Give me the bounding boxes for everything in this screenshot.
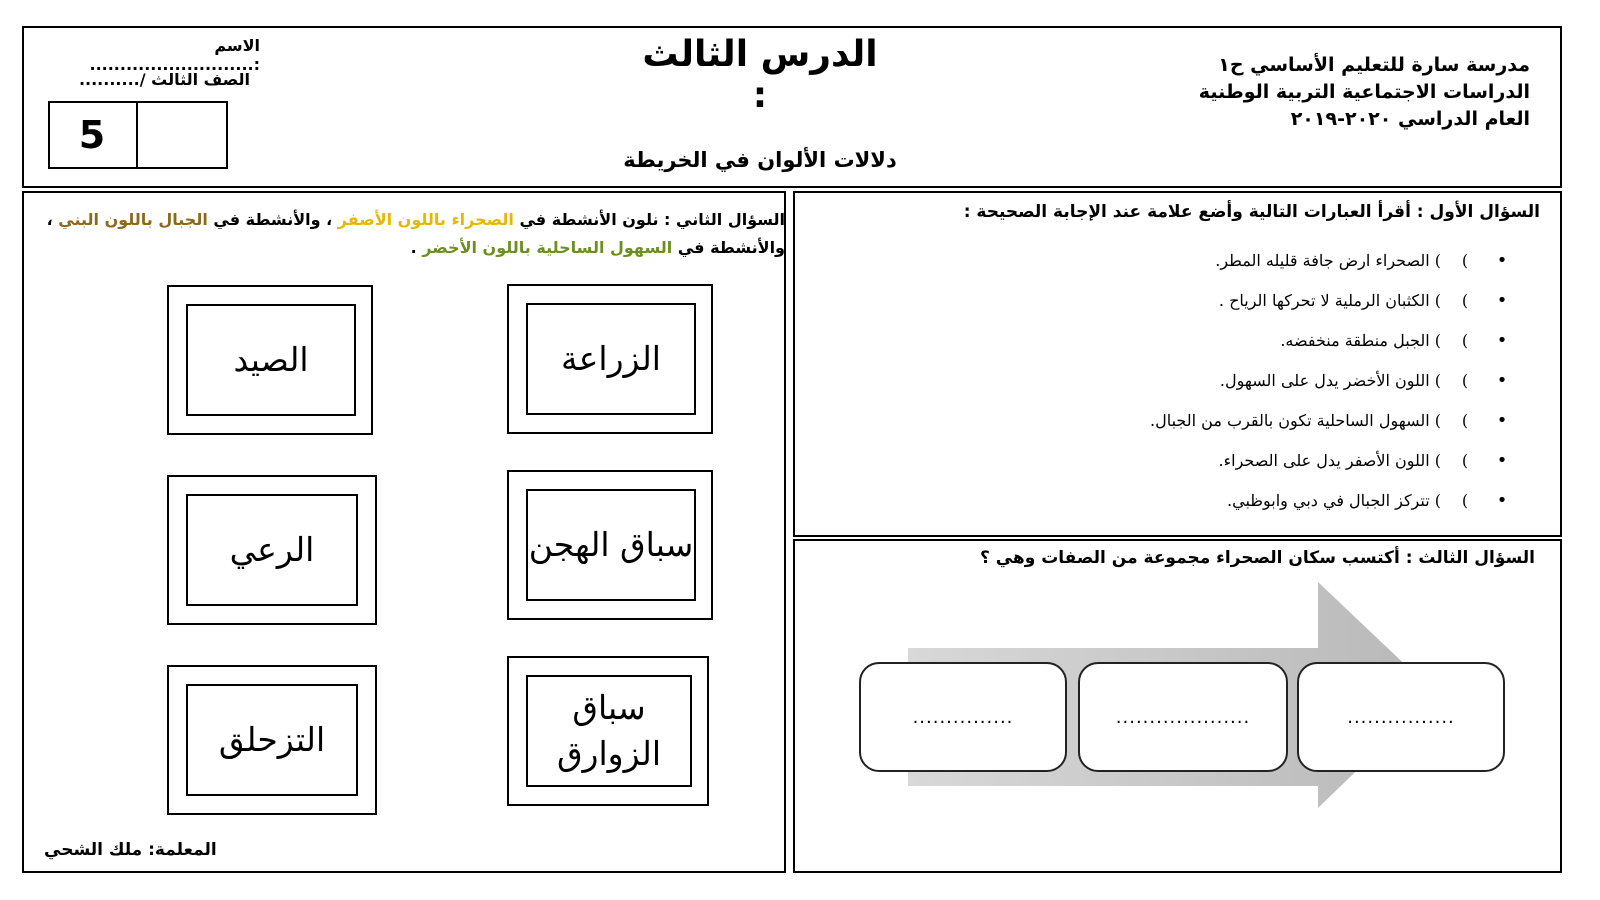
lesson-title: الدرس الثالث :	[642, 34, 878, 116]
answer-paren[interactable]: (	[1461, 250, 1469, 270]
card-label: الصيد	[186, 304, 356, 416]
answer-paren[interactable]: (	[1461, 490, 1469, 510]
q2-text: .	[410, 238, 423, 257]
bullet-icon: •	[1496, 369, 1508, 391]
statement-text: ) الصحراء ارض جافة قليله المطر.	[1215, 250, 1441, 270]
answer-box-3[interactable]: ...............	[859, 662, 1067, 772]
activity-card-boat-racing[interactable]	[507, 656, 709, 806]
q3-title: السؤال الثالث : أكتسب سكان الصحراء مجموعة من الصفات وهي ؟	[979, 548, 1535, 568]
lesson-subtitle: دلالات الألوان في الخريطة	[623, 148, 897, 172]
card-label: سباق الزوارق	[526, 675, 692, 787]
card-label: سباق الهجن	[526, 489, 696, 601]
q2-text: السؤال الثاني : نلون الأنشطة في	[513, 210, 785, 229]
bullet-icon: •	[1496, 249, 1508, 271]
q2-instructions	[35, 206, 785, 262]
statement-text: ) تتركز الجبال في دبي وابوظبي.	[1227, 490, 1441, 510]
q2-desert-color: الصحراء باللون الأصفر	[337, 210, 514, 229]
card-label: الزراعة	[526, 303, 696, 415]
statement-text: ) الجبل منطقة منخفضه.	[1280, 330, 1441, 350]
q2-text: ، والأنشطة في	[46, 210, 785, 257]
activity-card-skiing[interactable]	[167, 665, 377, 815]
statement-text: ) السهول الساحلية تكون بالقرب من الجبال.	[1150, 410, 1441, 430]
subject-name: الدراسات الاجتماعية التربية الوطنية	[1198, 81, 1530, 103]
activity-card-fishing[interactable]	[167, 285, 373, 435]
statement-text: ) اللون الأصفر يدل على الصحراء.	[1218, 450, 1441, 470]
bullet-icon: •	[1496, 409, 1508, 431]
q1-statements	[875, 240, 1515, 520]
bullet-icon: •	[1496, 289, 1508, 311]
statement-text: ) الكثبان الرملية لا تحركها الرياح .	[1218, 290, 1441, 310]
teacher-signature: المعلمة: ملك الشحي	[44, 840, 217, 860]
answer-paren[interactable]: (	[1461, 330, 1469, 350]
answer-paren[interactable]: (	[1461, 450, 1469, 470]
grade-total: 5	[78, 113, 106, 157]
bullet-icon: •	[1496, 489, 1508, 511]
statement-item[interactable]	[875, 240, 1515, 280]
bullet-icon: •	[1496, 449, 1508, 471]
answer-paren[interactable]: (	[1461, 370, 1469, 390]
activity-card-camel-racing[interactable]	[507, 470, 713, 620]
statement-item[interactable]	[875, 320, 1515, 360]
class-field[interactable]: الصف الثالث /..........	[78, 70, 250, 89]
answer-box-2[interactable]: ....................	[1078, 662, 1288, 772]
card-label: الرعي	[186, 494, 358, 606]
card-label: التزحلق	[186, 684, 358, 796]
q1-title: السؤال الأول : أقرأ العبارات التالية وأضع علامة عند الإجابة الصحيحة :	[963, 202, 1540, 222]
statement-item[interactable]	[875, 400, 1515, 440]
statement-item[interactable]	[875, 480, 1515, 520]
statement-item[interactable]	[875, 280, 1515, 320]
name-field[interactable]: الاسم :...........................	[89, 36, 260, 74]
statement-text: ) اللون الأخضر يدل على السهول.	[1219, 370, 1441, 390]
q2-mountain-color: الجبال باللون البني	[58, 210, 208, 229]
bullet-icon: •	[1496, 329, 1508, 351]
q2-plains-color: السهول الساحلية باللون الأخضر	[422, 238, 673, 257]
school-name: مدرسة سارة للتعليم الأساسي ح١	[1218, 54, 1530, 76]
answer-box-1[interactable]: ................	[1297, 662, 1505, 772]
answer-paren[interactable]: (	[1461, 410, 1469, 430]
grade-divider	[136, 101, 138, 169]
activity-card-grazing[interactable]	[167, 475, 377, 625]
school-info	[1110, 52, 1530, 133]
answer-paren[interactable]: (	[1461, 290, 1469, 310]
academic-year: العام الدراسي ٢٠٢٠-٢٠١٩	[1290, 108, 1530, 130]
statement-item[interactable]	[875, 360, 1515, 400]
activity-card-farming[interactable]	[507, 284, 713, 434]
statement-item[interactable]	[875, 440, 1515, 480]
q2-text: ، والأنشطة في	[207, 210, 338, 229]
